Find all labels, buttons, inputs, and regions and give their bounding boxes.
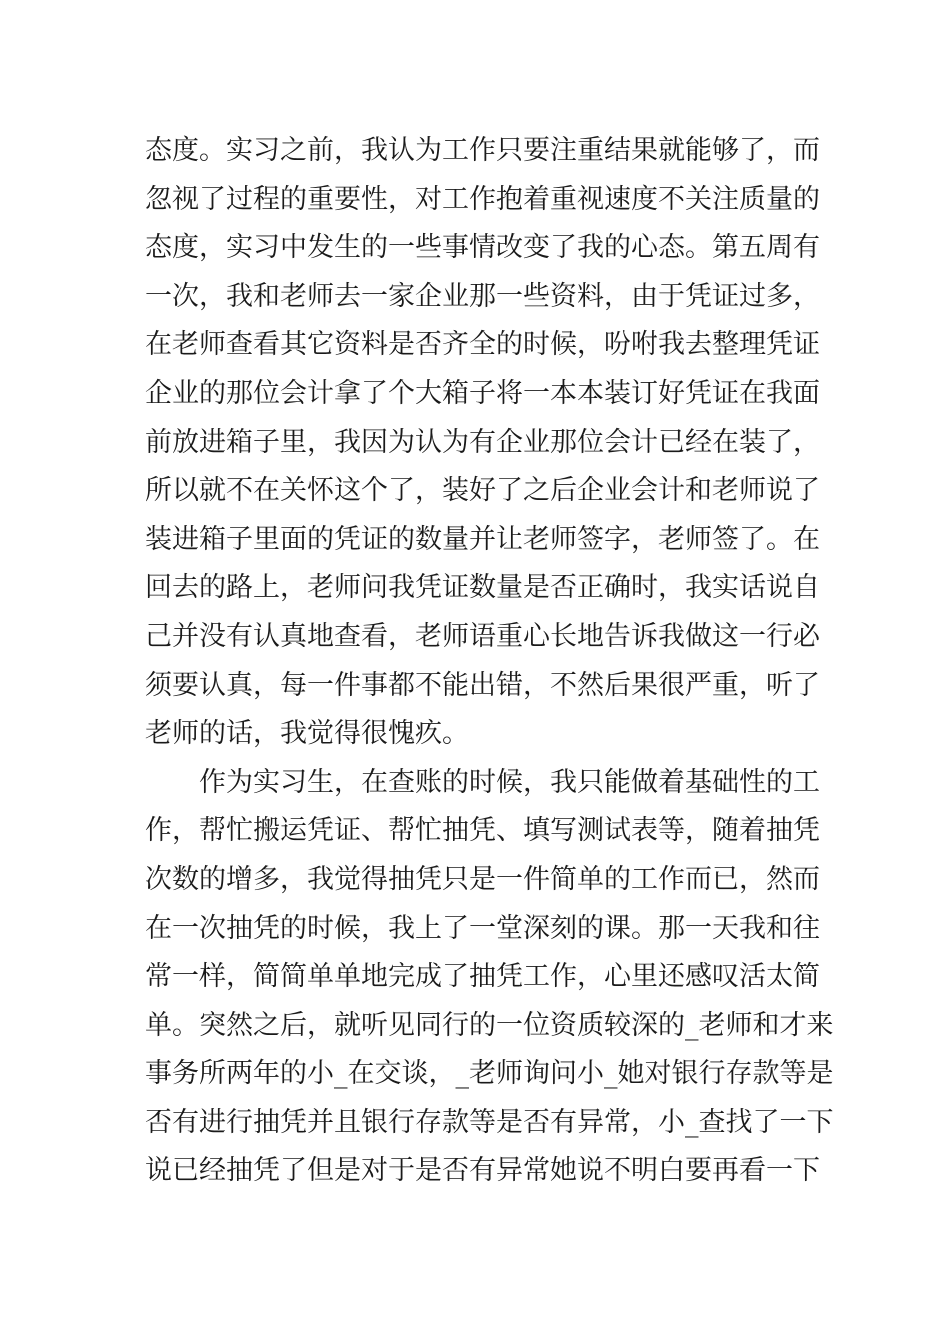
body-text: [145, 127, 834, 1196]
text-line: 在一次抽凭的时候，我上了一堂深刻的课。那一天我和往: [145, 912, 820, 944]
text-line: 装进箱子里面的凭证的数量并让老师签字，老师签了。在: [145, 523, 820, 555]
text-line: 否有进行抽凭并且银行存款等是否有异常，小_查找了一下: [145, 1106, 834, 1138]
text-line: 常一样，简简单单地完成了抽凭工作，心里还感叹活太简: [145, 961, 820, 993]
text-line: 作为实习生，在查账的时候，我只能做着基础性的工: [145, 766, 820, 798]
text-line: 须要认真，每一件事都不能出错，不然后果很严重，听了: [145, 669, 820, 701]
text-line: 己并没有认真地查看，老师语重心长地告诉我做这一行必: [145, 620, 820, 652]
text-line: 企业的那位会计拿了个大箱子将一本本装订好凭证在我面: [145, 377, 820, 409]
text-line: 单。突然之后，就听见同行的一位资质较深的_老师和才来: [145, 1009, 834, 1041]
text-line: 说已经抽凭了但是对于是否有异常她说不明白要再看一下: [145, 1155, 820, 1187]
text-line: 一次，我和老师去一家企业那一些资料，由于凭证过多，: [145, 280, 820, 312]
text-line: 态度。实习之前，我认为工作只要注重结果就能够了，而: [145, 135, 820, 166]
text-line: 在老师查看其它资料是否齐全的时候，吩咐我去整理凭证: [145, 329, 820, 361]
text-line: 所以就不在关怀这个了，装好了之后企业会计和老师说了: [145, 475, 820, 507]
text-line: 态度，实习中发生的一些事情改变了我的心态。第五周有: [145, 232, 820, 264]
text-line: 回去的路上，老师问我凭证数量是否正确时，我实话说自: [145, 572, 820, 604]
text-line: 老师的话，我觉得很愧疚。: [145, 718, 469, 750]
text-line: 次数的增多，我觉得抽凭只是一件简单的工作而已，然而: [145, 863, 820, 895]
text-line: 前放进箱子里，我因为认为有企业那位会计已经在装了，: [145, 426, 820, 458]
text-line: 事务所两年的小_在交谈，_老师询问小_她对银行存款等是: [145, 1058, 834, 1090]
text-line: 作，帮忙搬运凭证、帮忙抽凭、填写测试表等，随着抽凭: [145, 815, 820, 847]
text-line: 忽视了过程的重要性，对工作抱着重视速度不关注质量的: [145, 183, 820, 215]
